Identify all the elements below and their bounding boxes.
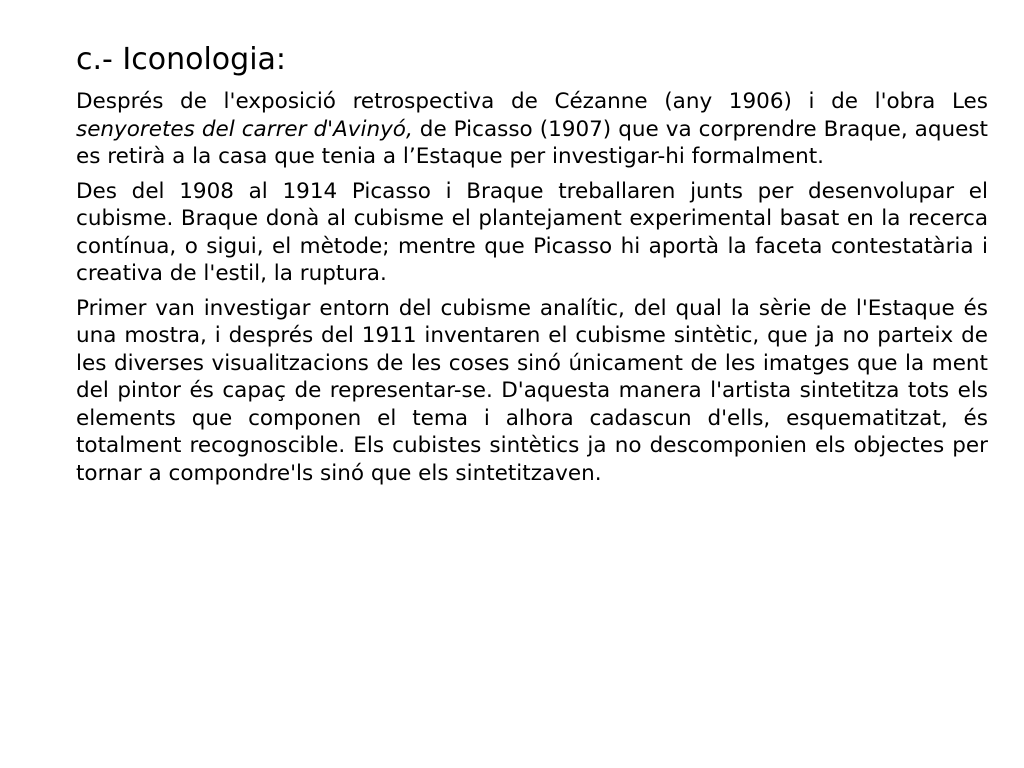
slide-title: c.- Iconologia: (76, 42, 287, 77)
artwork-title: senyoretes del carrer d'Avinyó, (76, 116, 413, 142)
paragraph-2: Des del 1908 al 1914 Picasso i Braque treballaren junts per desenvolupar el cubisme. Braque donà al cubisme el plantejament experimental basat en la recerca contínua, o sigui, el mètode; mentre que Picasso hi aportà la faceta contestatària i creativa de l'estil, la ruptura. (76, 178, 988, 286)
paragraph-1-text-start: Després de l'exposició retrospectiva de Cézanne (any 1906) i de l'obra Les (76, 89, 988, 114)
slide-body (76, 88, 988, 494)
paragraph-1 (76, 88, 988, 171)
paragraph-3: Primer van investigar entorn del cubisme analític, del qual la sèrie de l'Estaque és una mostra, i després del 1911 inventaren el cubisme sintètic, que ja no parteix de les diverses visualitzacions de les coses sinó únicament de les imatges que la ment del pintor és capaç de representar-se. D'aquesta manera l'artista sintetitza tots els elements que componen el tema i alhora cadascun d'ells, esquematitzat, és totalment recognoscible. Els cubistes sintètics ja no descomponien els objectes per tornar a compondre'ls sinó que els sintetitzaven. (76, 295, 988, 486)
paragraph-1-text-end: de Picasso (1907) que va corprendre Braque, aquest es retirà a la casa que tenia a l’Estaque per investigar-hi formalment. (76, 116, 988, 169)
